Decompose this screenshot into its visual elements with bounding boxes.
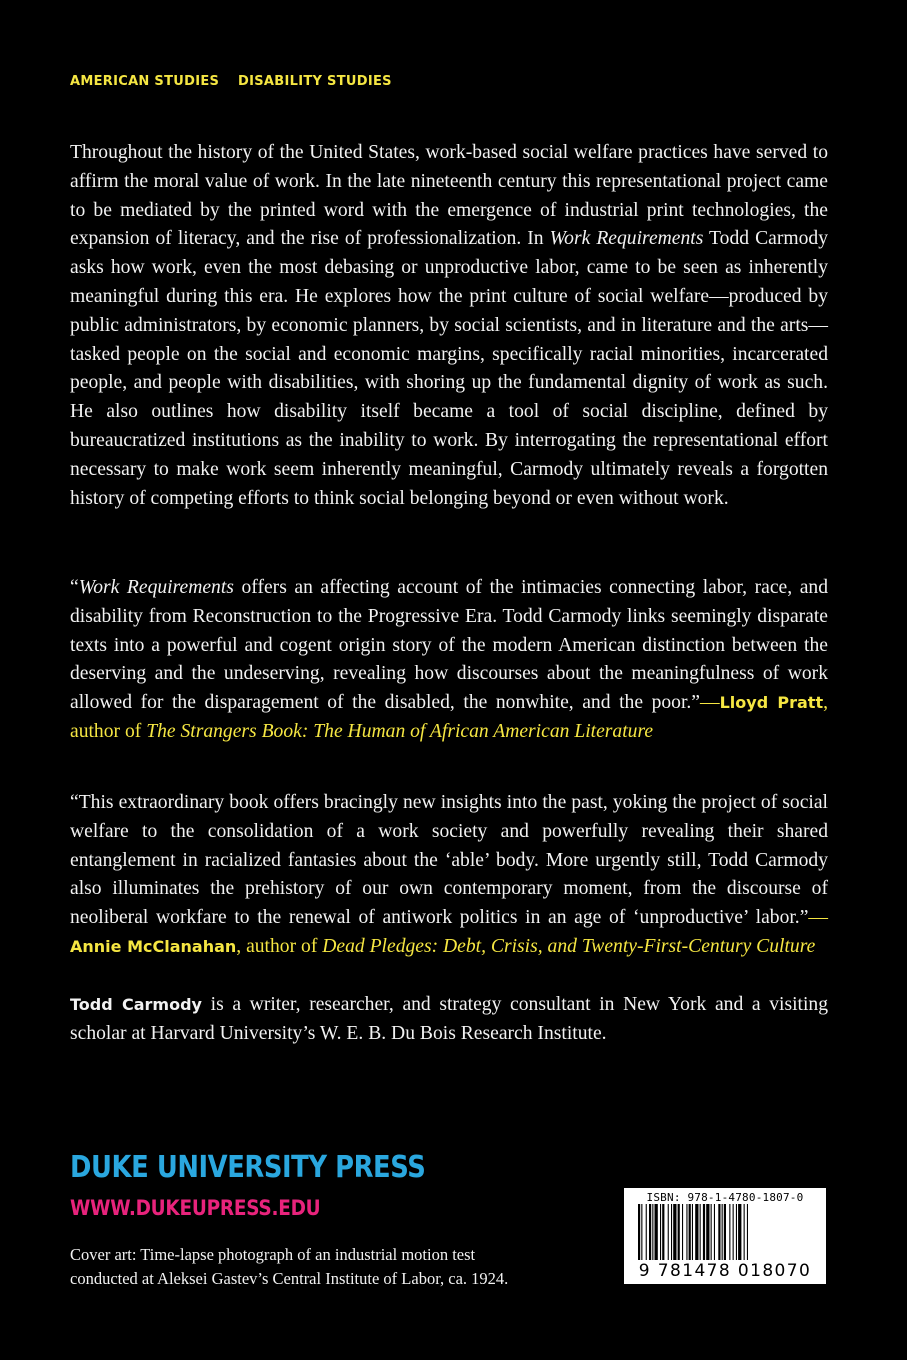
publisher-name: DUKE UNIVERSITY PRESS [70, 1150, 426, 1185]
bio-text: is a writer, researcher, and strategy consultant in New York and a visiting scholar at Harvard University’s W. E. B. Du Bois Research Institute. [70, 994, 829, 1044]
author-of-label: , author of [70, 692, 829, 742]
endorsement-pratt [70, 574, 828, 747]
cover-art-credit [70, 1243, 590, 1291]
author-name: Todd Carmody [70, 995, 202, 1014]
subject-categories [70, 74, 406, 89]
isbn-barcode [624, 1188, 826, 1284]
description-text-2: Todd Carmody asks how work, even the most debasing or unproductive labor, came to be seen as inherently meaningful during this era. He explores how the print culture of social welfare—produced by public administrators, by economic planners, by social scientists, and in literature and the arts—tasked people on the social and economic margins, specifically racial minorities, incarcerated people, and people with disabilities, with shoring up the fundamental dignity of work as such. He also outlines how disability itself became a tool of social discipline, defined by bureaucratized institutions as the inability to work. By interrogating the representational effort necessary to make work seem inherently meaningful, Carmody ultimately reveals a forgotten history of competing efforts to think social belonging beyond or even without work. [70, 228, 828, 509]
endorser-book-title: Dead Pledges: Debt, Crisis, and Twenty-First-Century Culture [322, 935, 816, 957]
quote-book-title: Work Requirements [78, 577, 234, 598]
quote-text: offers an affecting account of the intimacies connecting labor, race, and disability from Reconstruction to the Progressive Era. Todd Carmody links seemingly disparate texts into a powerful and cogent origin story of the modern American distinction between the deserving and the undeserving, revealing how discourses about the meaningfulness of work allowed for the disparagement of the disabled, the nonwhite, and the poor.” [70, 577, 828, 714]
endorser-name: Lloyd Pratt [719, 693, 824, 713]
publisher-url: WWW.DUKEUPRESS.EDU [70, 1196, 321, 1220]
endorser-book-title: The Strangers Book: The Human of African American Literature [146, 720, 654, 742]
endorsement-mcclanahan [70, 789, 828, 962]
description-book-title: Work Requirements [549, 228, 704, 250]
author-of-label: , author of [236, 935, 323, 957]
quote-text: “This extraordinary book offers bracingly new insights into the past, yoking the project of social welfare to the consolidation of a work society and powerfully revealing their shared entanglement in racialized fantasies about the ‘able’ body. More urgently still, Todd Carmody also illuminates the prehistory of our own contemporary moment, from the discourse of neoliberal workfare to the renewal of antiwork politics in an age of ‘unproductive’ labor.” [70, 792, 828, 929]
quote-dash: — [700, 692, 720, 714]
book-description [70, 139, 828, 513]
barcode-bars-icon [638, 1204, 812, 1260]
description-text-1: Throughout the history of the United States, work-based social welfare practices have served to affirm the moral value of work. In the late nineteenth century this representational project came to be mediated by the printed word with the emergence of industrial print technologies, the expansion of literacy, and the rise of professionalization. In [70, 142, 828, 250]
cover-art-line-1: Cover art: Time-lapse photograph of an industrial motion test [70, 1245, 476, 1264]
category-disability-studies: DISABILITY STUDIES [238, 74, 392, 89]
barcode-digits: 9 781478 018070 [638, 1261, 812, 1281]
quote-open-mark: “ [70, 577, 79, 598]
endorser-name: Annie McClanahan [70, 936, 237, 956]
cover-art-line-2: conducted at Aleksei Gastev’s Central Institute of Labor, ca. 1924. [70, 1269, 509, 1288]
author-bio [70, 991, 828, 1049]
category-american-studies: AMERICAN STUDIES [70, 74, 220, 89]
quote-dash: — [808, 907, 828, 929]
isbn-label: ISBN: 978-1-4780-1807-0 [646, 1191, 804, 1204]
